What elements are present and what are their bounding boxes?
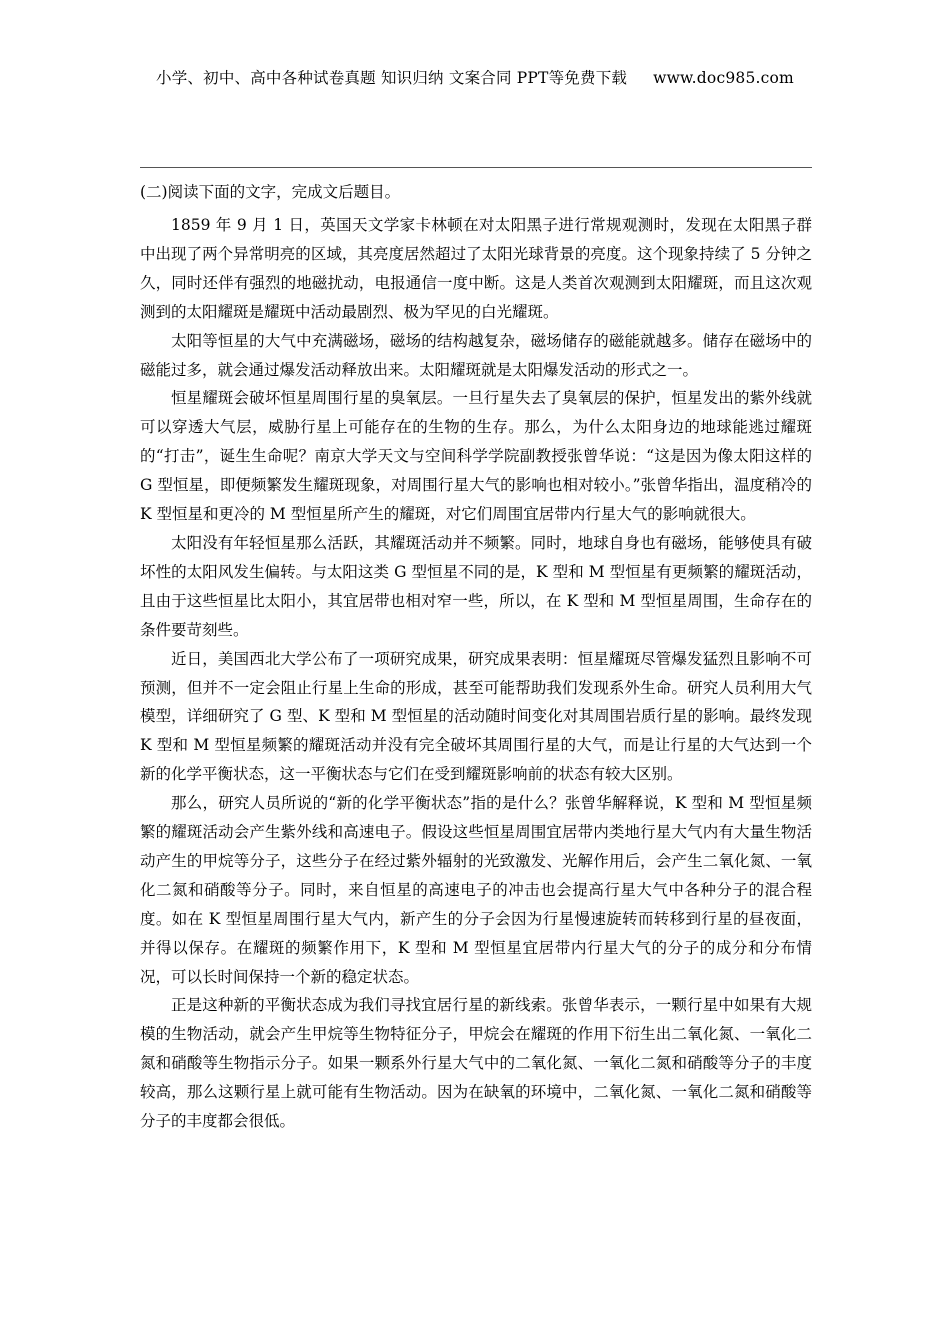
header-text: 小学、初中、高中各种试卷真题 知识归纳 文案合同 PPT等免费下载 [156,69,628,87]
paragraph-4: 太阳没有年轻恒星那么活跃，其耀斑活动并不频繁。同时，地球自身也有磁场，能够使具有破坏性的太阳风发生偏转。与太阳这类 G 型恒星不同的是，K 型和 M 型恒星有更频繁的耀斑活动，且由于这些恒星比太阳小，其宜居带也相对窄一些，所以，在 K 型和 M 型恒星周围，生命存在的条件要苛刻些。 [140,533,812,639]
section-title: (二)阅读下面的文字，完成文后题目。 [140,183,401,201]
header-url: www.doc985.com [653,69,794,87]
paragraph-6: 那么，研究人员所说的“新的化学平衡状态”指的是什么？张曾华解释说，K 型和 M 型恒星频繁的耀斑活动会产生紫外线和高速电子。假设这些恒星周围宜居带内类地行星大气内有大量生物活动产生的甲烷等分子，这些分子在经过紫外辐射的光致激发、光解作用后，会产生二氧化氮、一氧化二氮和硝酸等分子。同时，来自恒星的高速电子的冲击也会提高行星大气中各种分子的混合程度。如在 K 型恒星周围行星大气内，新产生的分子会因为行星慢速旋转而转移到行星的昼夜面，并得以保存。在耀斑的频繁作用下，K 型和 M 型恒星宜居带内行星大气的分子的成分和分布情况，可以长时间保持一个新的稳定状态。 [140,794,812,986]
paragraph-2: 太阳等恒星的大气中充满磁场，磁场的结构越复杂，磁场储存的磁能就越多。储存在磁场中的磁能过多，就会通过爆发活动释放出来。太阳耀斑就是太阳爆发活动的形式之一。 [140,331,812,379]
paragraph-1: 1859 年 9 月 1 日，英国天文学家卡林顿在对太阳黑子进行常规观测时，发现在太阳黑子群中出现了两个异常明亮的区域，其亮度居然超过了太阳光球背景的亮度。这个现象持续了 5 分钟之久，同时还伴有强烈的地磁扰动，电报通信一度中断。这是人类首次观测到太阳耀斑，而且这次观测到的太阳耀斑是耀斑中活动最剧烈、极为罕见的白光耀斑。 [140,216,812,321]
document-body [140,181,812,1136]
paragraph-7: 正是这种新的平衡状态成为我们寻找宜居行星的新线索。张曾华表示，一颗行星中如果有大规模的生物活动，就会产生甲烷等生物特征分子，甲烷会在耀斑的作用下衍生出二氧化氮、一氧化二氮和硝酸等生物指示分子。如果一颗系外行星大气中的二氧化氮、一氧化二氮和硝酸等分子的丰度较高，那么这颗行星上就可能有生物活动。因为在缺氧的环境中，二氧化氮、一氧化二氮和硝酸等分子的丰度都会很低。 [140,996,812,1131]
paragraph-3: 恒星耀斑会破坏恒星周围行星的臭氧层。一旦行星失去了臭氧层的保护，恒星发出的紫外线就可以穿透大气层，威胁行星上可能存在的生物的生存。那么，为什么太阳身边的地球能逃过耀斑的“打击”，诞生生命呢？南京大学天文与空间科学学院副教授张曾华说：“这是因为像太阳这样的 G 型恒星，即便频繁发生耀斑现象，对周围行星大气的影响也相对较小。”张曾华指出，温度稍冷的 K 型恒星和更冷的 M 型恒星所产生的耀斑，对它们周围宜居带内行星大气的影响就很大。 [140,389,812,524]
page-header [0,66,950,88]
paragraph-5: 近日，美国西北大学公布了一项研究成果，研究成果表明：恒星耀斑尽管爆发猛烈且影响不可预测，但并不一定会阻止行星上生命的形成，甚至可能帮助我们发现系外生命。研究人员利用大气模型，详细研究了 G 型、K 型和 M 型恒星的活动随时间变化对其周围岩质行星的影响。最终发现 K 型和 M 型恒星频繁的耀斑活动并没有完全破坏其周围行星的大气，而是让行星的大气达到一个新的化学平衡状态，这一平衡状态与它们在受到耀斑影响前的状态有较大区别。 [140,649,812,784]
header-divider [140,167,812,168]
